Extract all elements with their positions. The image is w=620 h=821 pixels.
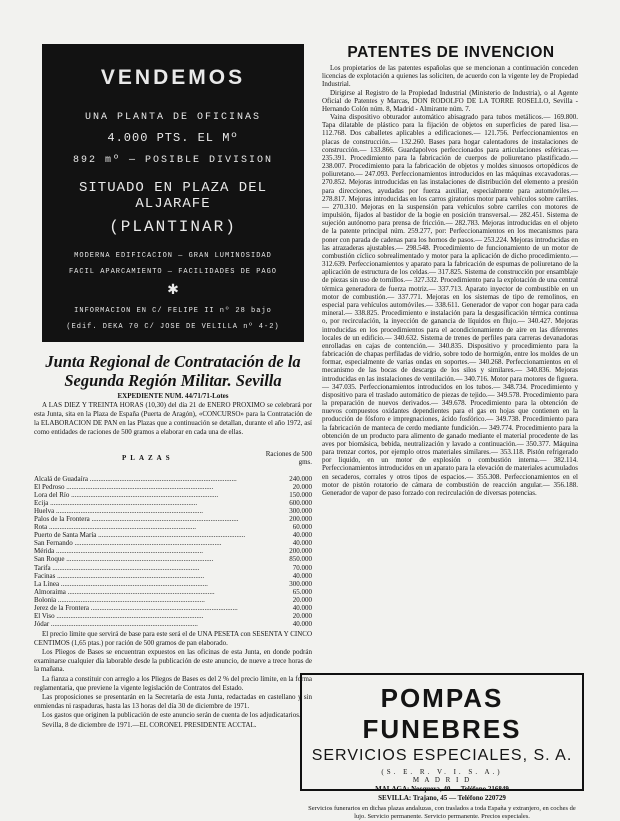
place-row bbox=[34, 523, 312, 531]
place-row bbox=[34, 620, 312, 628]
vendemos-line: MODERNA EDIFICACION — GRAN LUMINOSIDAD bbox=[74, 252, 272, 260]
place-row bbox=[34, 531, 312, 539]
junta-intro: A LAS DIEZ Y TREINTA HORAS (10,30) del día 21 de ENERO PROXIMO se celebrará por esta Junta, sita en la Plaza de España (Puerta de Aragón), «CONCURSO» para la Contratación de la ELABORACION DE PAN en las Plazas que a continuación se detallan, durante el año 1972, así como entidades de raciones de 500 gramos a elaborar en cada una de ellas. bbox=[34, 401, 312, 436]
place-row bbox=[34, 539, 312, 547]
place-name: San Roque ..... bbox=[34, 555, 280, 563]
junta-intro-block bbox=[34, 392, 312, 437]
places-column-header: PLAZAS bbox=[122, 454, 174, 462]
junta-body bbox=[34, 630, 312, 731]
place-name: El Pedroso ..... bbox=[34, 483, 280, 491]
place-row bbox=[34, 612, 312, 620]
place-name: Palos de la Frontera ..... bbox=[34, 515, 280, 523]
place-rations: 300.000 bbox=[289, 579, 312, 588]
place-name: Rota ..... bbox=[34, 523, 280, 531]
patentes-body bbox=[322, 64, 578, 497]
place-name: El Viso ..... bbox=[34, 612, 280, 620]
place-rations: 40.000 bbox=[292, 571, 312, 580]
place-rations: 20.000 bbox=[292, 595, 312, 604]
pompas-malaga: MALAGA: Nosquera, 40 — Teléfono 216849 bbox=[375, 785, 509, 793]
place-name: Almoraima ..... bbox=[34, 588, 280, 596]
place-rations: 65.000 bbox=[292, 587, 312, 596]
vendemos-info: INFORMACION EN C/ FELIPE II nº 28 bajo bbox=[74, 307, 272, 315]
place-row bbox=[34, 572, 312, 580]
place-name: Alcalá de Guadaíra ..... bbox=[34, 475, 280, 483]
place-row bbox=[34, 499, 312, 507]
place-row bbox=[34, 475, 312, 483]
place-rations: 60.000 bbox=[292, 523, 312, 532]
junta-paragraph: Los gastos que originen la publicación de este anuncio serán de cuenta de los adjudicatarios. bbox=[42, 711, 301, 720]
junta-expediente: EXPEDIENTE NUM. 44/71/71-Lotes bbox=[117, 392, 229, 400]
junta-paragraph: Los Pliegos de Bases se encuentran expuestos en las oficinas de esta Junta, en donde podrán examinarse cualquier día laborable desde la publicación de este anuncio, de nueve a trece horas de la mañana. bbox=[34, 648, 312, 674]
junta-paragraph: La fianza a constituir con arreglo a los Pliegos de Bases es del 2 % del precio límite, en la forma reglamentaria, que previene la vigente legislación de Contratos del Estado. bbox=[34, 674, 312, 692]
place-row bbox=[34, 555, 312, 563]
place-rations: 240.000 bbox=[289, 475, 312, 483]
pompas-tag: (S. E. R. V. I. S. A.) bbox=[381, 768, 503, 776]
places-table bbox=[34, 475, 312, 628]
place-row bbox=[34, 564, 312, 572]
place-row bbox=[34, 604, 312, 612]
place-name: Ecija ..... bbox=[34, 499, 280, 507]
place-rations: 40.000 bbox=[292, 603, 312, 612]
place-rations: 200.000 bbox=[289, 515, 312, 524]
place-row bbox=[34, 596, 312, 604]
place-row bbox=[34, 507, 312, 515]
junta-title: Junta Regional de Contratación de la Segunda Región Militar. Sevilla bbox=[45, 352, 301, 390]
place-rations: 600.000 bbox=[289, 499, 312, 508]
place-name: Jerez de la Frontera ..... bbox=[34, 604, 280, 612]
place-row bbox=[34, 547, 312, 555]
vendemos-line: UNA PLANTA DE OFICINAS bbox=[84, 112, 262, 123]
pompas-funebres-advert bbox=[300, 673, 584, 820]
patentes-paragraph: Vaina dispositivo obturador automático abisagrado para tubos metálicos.— 169.800. Tapa dilatable de plástico para la fijación de objetos en superficies de pared lisa.— 112.768. Dos caballetes aplicables a edificaciones.— 121.756. Perfeccionamientos en placas de construcción.— 132.260. Bases para hogar calentadores de instalaciones de construcción.— 133.866. Guardapolvos perfeccionados para articulaciones esféricas.— 235.391. Procedimiento para la fabricación de cuerpos de poliuretano plastificado.— 238.007. Procedimiento para la fabricación de objetos y moldes sinuosos ortopédicos de poliuretano.— 247.093. Perfeccionamientos introducidos en las máquinas excavadoras.— 270.852. Mejoras introducidas en las instalaciones de distribución del elemento a presión para direcciones, ayudadas por fuerza auxiliar, especialmente para automóviles.— 278.817. Mejoras introducidas en los carros giratorios motor para vehículos sobre carriles.— 270.310. Mejoras en la suspensión para vehículos sobre carriles con motores de impulsión, fijados al bastidor de la bogie en posición transversal.— 282.451. Sistema de sujeción autónomo para prensa de fricción.— 282.783. Mejoras introducidas en el objeto de la patente principal núm. 259.277, por: Perfeccionamientos en los mecanismos para poner con parada de cadenas para los hornos de pasos.— 253.224. Mejoras introducidas en las atrazaderas ajustables.— 298.548. Procedimiento de funcionamiento de un motor de combustión cíclico sobrealimentado y motor para la aplicación de dicho procedimiento.— 312.639. Perfeccionamientos y aparato para la fabricación de espumas de poliuretano de la aplicación de estructura de los celdas.— 317.825. Sistema de construcción por ensamblaje de piezas sin uso de tornillos.— 327.332. Procedimiento para la explotación de una central térmica generadora de fuerza motriz.— 337.713. Aparato inyector de combustible en un motor de combustión.— 337.771. Mejoras en los sistemas de tipo de remolinos, en especial para vehículos automóviles.— 338.611. Generador de vapor con hogar para cada mineral.— 338.825. Procedimiento e instalación para la desgasificación térmica continua o, por recirculación, la inyección de ganancia de líquidos en flujo.— 340.427. Mejoras introducidas en los procedimientos para el acondicionamiento de aire en las diferentes locales de un edificio.— 340.632. Sistema de trenes de perfiles para carreras devanadoras enrolladas en cajas de contención.— 340.835. Dispositivo y procedimiento para la fabricación de chapas perfiladas de vidrio, sobre todo de hormigón, entre los moldes de un formar, especialmente de varias ondas en soportes.— 340.268. Perfeccionamientos en el mecanismo de las bocas de descarga de los silos y similares.— 340.836. Mejoras introducidas en las instalaciones de ventilación.— 340.716. Motor para motores de figuera.— 347.035. Perfeccionamientos introducidos en los tubos.— 348.734. Procedimiento y dispositivo para el traslado automático de piezas de tejido.— 349.578. Procedimiento para la preparación de nuevos derivados.— 349.678. Procedimiento para la obtención de nuevos compuestos oxidantes dependientes para el gas en hojas que contienen en la producción de fósforo e impregnaciones, ácido fosfórico.— 349.738. Procedimiento para la fabricación de manteca de cerdo mediante fundición.— 349.774. Procedimiento para la obtención de un producto para alimento de ganado mediante el material procedente de las aves por biomásica, bebida, neutralización y lavado a continuación.— 350.377. Máquina para trenzar cortos, por ejemplo otros materiales similares.— 353.118. Pistón refrigerado por liquido, en un motor de explosión o combustión interna.— 382.114. Perfeccionamientos introducidos en un aparato para la elevación de materiales acumulados en secaderos, corrales y otros tipos de espacios.— 355.308. Perfeccionamientos en el motor de pistón rotatorio de cámara de combustión de reacción angular.— 356.188. Generador de vapor de paso forzado con recirculación de diversas potencias. bbox=[322, 113, 578, 497]
place-row bbox=[34, 588, 312, 596]
place-name: Facinas ..... bbox=[34, 572, 280, 580]
pompas-subtitle: SERVICIOS ESPECIALES, S. A. bbox=[311, 747, 573, 764]
place-name: Jódar ..... bbox=[34, 620, 280, 628]
place-rations: 150.000 bbox=[289, 491, 312, 500]
pompas-title: POMPAS FUNEBRES bbox=[362, 683, 522, 744]
place-name: San Fernando ..... bbox=[34, 539, 280, 547]
vendemos-title: VENDEMOS bbox=[100, 66, 246, 89]
vendemos-info: (Edif. DEKA 70 C/ JOSE DE VELILLA nº 4-2) bbox=[66, 323, 280, 331]
place-row bbox=[34, 483, 312, 491]
place-name: Huelva ..... bbox=[34, 507, 280, 515]
place-name: Lora del Río ..... bbox=[34, 491, 280, 499]
vendemos-advert bbox=[42, 44, 304, 342]
place-row bbox=[34, 515, 312, 523]
place-rations: 40.000 bbox=[292, 539, 312, 548]
place-name: Bolonia ..... bbox=[34, 596, 280, 604]
place-rations: 40.000 bbox=[292, 531, 312, 540]
vendemos-line: FACIL APARCAMIENTO — FACILIDADES DE PAGO bbox=[68, 268, 278, 276]
place-name: La Línea ..... bbox=[34, 580, 280, 588]
patentes-paragraph: Los propietarios de las patentes españolas que se mencionan a continuación conceden licencias de explotación a quienes las soliciten, de acuerdo con la vigente ley de Propiedad Industrial. bbox=[322, 64, 578, 89]
vendemos-line: 892 mº — POSIBLE DIVISION bbox=[72, 155, 274, 166]
patentes-title: PATENTES DE INVENCION bbox=[347, 44, 555, 61]
place-rations: 40.000 bbox=[292, 619, 312, 628]
junta-paragraph: Sevilla, 8 de diciembre de 1971.—EL CORONEL PRESIDENTE ACCTAL. bbox=[42, 720, 257, 729]
junta-paragraph: El precio límite que servirá de base para este será el de UNA PESETA con SESENTA Y CINCO CENTIMOS (1,65 ptas.) por ración de 500 gramos de pan elaborado. bbox=[34, 630, 312, 647]
rations-column-header: Raciones de 500 gms. bbox=[265, 450, 312, 466]
pompas-city: M A D R I D bbox=[412, 776, 472, 784]
vendemos-line: SITUADO EN PLAZA DEL ALJARAFE bbox=[78, 180, 268, 212]
place-row bbox=[34, 580, 312, 588]
patentes-paragraph: Dirigirse al Registro de la Propiedad Industrial (Ministerio de Industria), o al Agente Oficial de Patentes y Marcas, DON RODOLFO DE LA TORRE ROSELLO, Sevilla - Hernando Colón núm. 8, Madrid - Almirante núm. 7. bbox=[322, 88, 578, 113]
place-name: Puerto de Santa María ..... bbox=[34, 531, 280, 539]
junta-paragraph: Las proposiciones se presentarán en la Secretaría de esta Junta, redactadas en castellano y sin enmiendas ni raspaduras, hasta las 13 horas del día 30 de diciembre de 1971. bbox=[34, 693, 312, 710]
place-row bbox=[34, 491, 312, 499]
place-rations: 200.000 bbox=[289, 547, 312, 556]
vendemos-line: 4.000 PTS. EL Mº bbox=[107, 131, 239, 145]
vendemos-line: (PLANTINAR) bbox=[109, 218, 237, 236]
place-rations: 300.000 bbox=[289, 507, 312, 516]
place-name: Tarifa ..... bbox=[34, 564, 280, 572]
place-rations: 20.000 bbox=[292, 611, 312, 620]
place-rations: 850.000 bbox=[289, 555, 312, 564]
place-rations: 70.000 bbox=[292, 563, 312, 572]
asterisk-icon: ✱ bbox=[167, 283, 179, 299]
place-name: Mérida ..... bbox=[34, 547, 280, 555]
place-rations: 20.000 bbox=[292, 483, 312, 492]
pompas-sevilla: SEVILLA: Trajano, 45 — Teléfono 220729 bbox=[378, 794, 506, 802]
pompas-footer: Servicios funerarios en dichas plazas andaluzas, con traslados a toda España y extranjero, en coches de lujo. Servicio permanente. Servicio permanente. Precios especiales. bbox=[308, 805, 576, 820]
